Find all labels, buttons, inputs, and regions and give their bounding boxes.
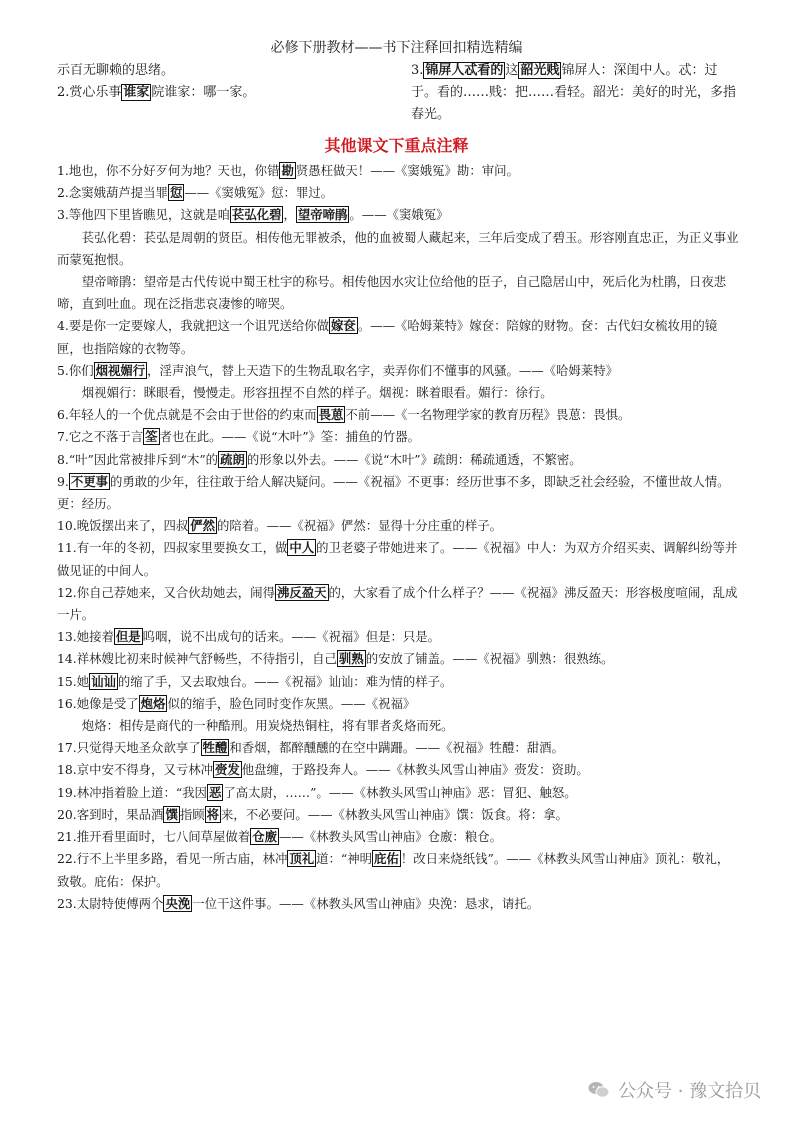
note-text: 炮烙：相传是商代的一种酷刑。用炭烧热铜柱，将有罪者炙烙而死。 <box>81 718 454 734</box>
note-paragraph <box>57 449 741 471</box>
note-text: 和香烟，都醉醺醺的在空中蹒跚。——《祝福》牲醴：甜酒。 <box>229 740 564 756</box>
notes-list <box>57 160 741 915</box>
note-text: 指顾 <box>179 806 205 822</box>
highlighted-term: 仓廒 <box>252 829 277 845</box>
wechat-icon <box>588 1081 610 1099</box>
note-text: 院谁家：哪一家。 <box>151 85 256 100</box>
note-paragraph <box>57 60 397 82</box>
note-paragraph <box>57 537 741 581</box>
note-text: 2.赏心乐事 <box>57 85 122 100</box>
note-text: 这 <box>505 63 519 78</box>
highlighted-term: 但是 <box>115 629 141 645</box>
note-text: 烟视媚行：眯眼看，慢慢走。形容扭捏不自然的样子。烟视：眯着眼看。媚行：徐行。 <box>81 385 553 401</box>
note-text: 他盘缠，于路投奔人。——《林教头风雪山神庙》赍发：资助。 <box>241 762 589 778</box>
note-text: 15.她 <box>57 673 90 689</box>
note-paragraph <box>57 360 741 382</box>
highlighted-term: 牲醴 <box>202 740 228 756</box>
note-paragraph <box>57 671 741 693</box>
highlighted-term: 恶 <box>208 784 222 800</box>
note-text: 20.客到时，果品酒 <box>57 806 164 822</box>
note-text: 望帝啼鹃：望帝是古代传说中蜀王杜宇的称号。相传他因水灾让位给他的臣子，自己隐居山中，死后化为杜鹃，日夜悲啼，直到吐血。现在泛指悲哀凄惨的啼哭。 <box>57 274 727 312</box>
note-text: 的，大家看了成个什么样子？——《祝福》沸反盈天：形容极度喧闹，乱成一片。 <box>57 584 738 623</box>
note-paragraph <box>57 759 741 781</box>
note-paragraph <box>57 826 741 848</box>
note-text: 的缩了手，又去取烛台。——《祝福》讪讪：难为情的样子。 <box>117 673 453 689</box>
note-paragraph <box>411 60 741 126</box>
note-text: 18.京中安不得身，又亏林冲 <box>57 762 214 778</box>
highlighted-term: 勘 <box>281 163 294 178</box>
highlighted-term: 不更事 <box>70 473 108 489</box>
note-text: 8.“叶”因此常被排斥到“木”的 <box>57 451 219 467</box>
note-paragraph <box>57 715 741 737</box>
note-paragraph <box>57 582 741 626</box>
note-text: 3. <box>411 63 424 78</box>
note-text: 的卫老婆子带她进来了。——《祝福》中人：为双方介绍买卖、调解纠纷等并做见证的中间人。 <box>57 540 738 578</box>
highlighted-term: 中人 <box>289 540 315 556</box>
highlighted-term: 苌弘化碧 <box>231 207 282 223</box>
note-text: 苌弘化碧：苌弘是周朝的贤臣。相传他无罪被杀，他的血被蜀人藏起来，三年后变成了碧玉。形容刚直忠正，为正义事业而蒙冤抱恨。 <box>57 229 739 267</box>
highlighted-term: 驯熟 <box>338 651 364 667</box>
highlighted-term: 愆 <box>169 185 183 201</box>
note-paragraph <box>57 693 741 715</box>
watermark-text: 公众号 · 豫文拾贝 <box>618 1081 762 1102</box>
watermark <box>588 1077 761 1103</box>
note-text: 23.太尉特使傅两个 <box>57 895 164 911</box>
note-paragraph <box>57 648 741 670</box>
highlighted-term: 望帝啼鹃 <box>297 207 348 223</box>
highlighted-term: 韶光贱 <box>520 63 560 78</box>
note-text: 。——《窦娥冤》 <box>349 207 449 223</box>
note-paragraph <box>57 315 741 359</box>
note-text: 的勇敢的少年，往往敢于给人解决疑问。——《祝福》不更事：经历世事不多，即缺乏社会经验，不懂世故人情。更：经历。 <box>57 473 730 512</box>
note-paragraph <box>57 404 741 426</box>
note-text: 来，不必要问。——《林教头风雪山神庙》馔：饭食。将：拿。 <box>221 806 568 822</box>
note-text: 贤愚枉做天！——《窦娥冤》勘：审问。 <box>295 163 519 178</box>
note-text: 1.地也，你不分好歹何为地？天也，你错 <box>57 163 280 178</box>
note-text: 19.林冲指着脸上道：“我因 <box>57 784 207 800</box>
note-text: 14.祥林嫂比初来时候神气舒畅些，不待指引，自己 <box>57 651 337 667</box>
section-title: 其他课文下重点注释 <box>324 136 469 155</box>
note-text: 道：“神明 <box>316 851 373 867</box>
highlighted-term: 筌 <box>145 429 158 445</box>
note-paragraph <box>57 382 741 404</box>
note-paragraph <box>57 893 741 915</box>
note-text: 2.念窦娥葫芦提当罪 <box>57 185 168 201</box>
note-paragraph <box>57 82 397 104</box>
note-text: 3.等他四下里皆瞧见，这就是咱 <box>57 207 230 223</box>
note-text: 的安放了铺盖。——《祝福》驯熟：很熟练。 <box>365 651 614 667</box>
note-text: 似的缩手，脸色同时变作灰黑。——《祝福》 <box>167 695 416 711</box>
note-text: 不前——《一名物理学家的教育历程》畏葸：畏惧。 <box>345 407 631 423</box>
note-text: 。——《哈姆莱特》嫁奁：陪嫁的财物。奁：古代妇女梳妆用的镜匣，也指陪嫁的衣物等。 <box>57 318 718 356</box>
highlighted-term: 俨然 <box>190 518 216 534</box>
note-text: 者也在此。——《说“木叶”》筌：捕鱼的竹器。 <box>159 429 421 445</box>
note-text: 7.它之不落于言 <box>57 429 144 445</box>
highlighted-term: 畏葸 <box>318 407 344 423</box>
note-text: 了高太尉，……”。——《林教头风雪山神庙》恶：冒犯、触怒。 <box>223 784 577 800</box>
page-header: 必修下册教材——书下注释回扣精选精编 <box>270 40 523 56</box>
note-text: 一位干这件事。——《林教头风雪山神庙》央浼：恳求，请托。 <box>192 895 540 911</box>
note-text: 12.你自己荐她来，又合伙劫她去，闹得 <box>57 584 275 600</box>
note-text: 16.她像是受了 <box>57 695 139 711</box>
note-text: ！改日来烧纸钱”。——《林教头风雪山神庙》顶礼：敬礼，致敬。庇佑：保护。 <box>57 851 730 889</box>
highlighted-term: 炮烙 <box>140 695 166 711</box>
note-text: 13.她接着 <box>57 629 114 645</box>
highlighted-term: 馔 <box>165 806 178 822</box>
note-paragraph <box>57 626 741 648</box>
highlighted-term: 嫁奁 <box>331 318 356 334</box>
highlighted-term: 将 <box>206 806 220 822</box>
highlighted-term: 谁家 <box>123 85 150 100</box>
note-text: 呜咽，说不出成句的话来。——《祝福》但是：只是。 <box>142 629 441 645</box>
note-text: 22.行不上半里多路，看见一所古庙，林冲 <box>57 851 288 867</box>
note-paragraph <box>57 515 741 537</box>
note-text: 4.要是你一定要嫁人，我就把这一个诅咒送给你做 <box>57 318 330 334</box>
note-text: 17.只觉得天地圣众歆享了 <box>57 740 201 756</box>
note-text: 锦屏人：深闺中人。忒：过于。看的……贱：把……看轻。韶光：美好的时光，多指春光。 <box>411 63 737 122</box>
note-text: 示百无聊赖的思绪。 <box>57 63 175 78</box>
highlighted-term: 沸反盈天 <box>276 584 327 600</box>
note-text: 6.年轻人的一个优点就是不会由于世俗的约束而 <box>57 407 317 423</box>
note-paragraph <box>57 804 741 826</box>
note-paragraph <box>57 204 741 226</box>
note-text: 5.你们 <box>57 362 94 378</box>
note-text: 的陪着。——《祝福》俨然：显得十分庄重的样子。 <box>217 518 502 534</box>
note-text: ——《林教头风雪山神庙》仓廒：粮仓。 <box>278 829 502 845</box>
note-paragraph <box>57 227 741 271</box>
highlighted-term: 烟视媚行 <box>95 362 146 378</box>
highlighted-term: 央浼 <box>165 895 191 911</box>
highlighted-term: 讪讪 <box>91 673 116 689</box>
note-paragraph <box>57 160 741 182</box>
top-left-column <box>57 60 397 104</box>
highlighted-term: 庇佑 <box>374 851 399 867</box>
note-paragraph <box>57 426 741 448</box>
highlighted-term: 顶礼 <box>289 851 315 867</box>
note-paragraph <box>57 848 741 892</box>
note-paragraph <box>57 782 741 804</box>
note-text: ——《窦娥冤》愆：罪过。 <box>184 185 334 201</box>
highlighted-term: 疏朗 <box>220 451 245 467</box>
note-paragraph <box>57 471 741 515</box>
note-text: 的形象以外去。——《说“木叶”》疏朗：稀疏通透，不繁密。 <box>246 451 582 467</box>
note-text: 11.有一年的冬初，四叔家里要换女工，做 <box>57 540 288 556</box>
top-right-column <box>411 60 741 126</box>
note-text: ， <box>283 207 296 223</box>
note-text: 9. <box>57 473 69 489</box>
note-text: 21.推开看里面时，七八间草屋做着 <box>57 829 251 845</box>
highlighted-term: 赍发 <box>215 762 240 778</box>
highlighted-term: 锦屏人忒看的 <box>425 63 504 78</box>
note-paragraph <box>57 737 741 759</box>
note-paragraph <box>57 271 741 315</box>
note-text: ，淫声浪气，替上天造下的生物乱取名字，卖弄你们不懂事的风骚。——《哈姆莱特》 <box>147 362 619 378</box>
note-paragraph <box>57 182 741 204</box>
note-text: 10.晚饭摆出来了，四叔 <box>57 518 189 534</box>
